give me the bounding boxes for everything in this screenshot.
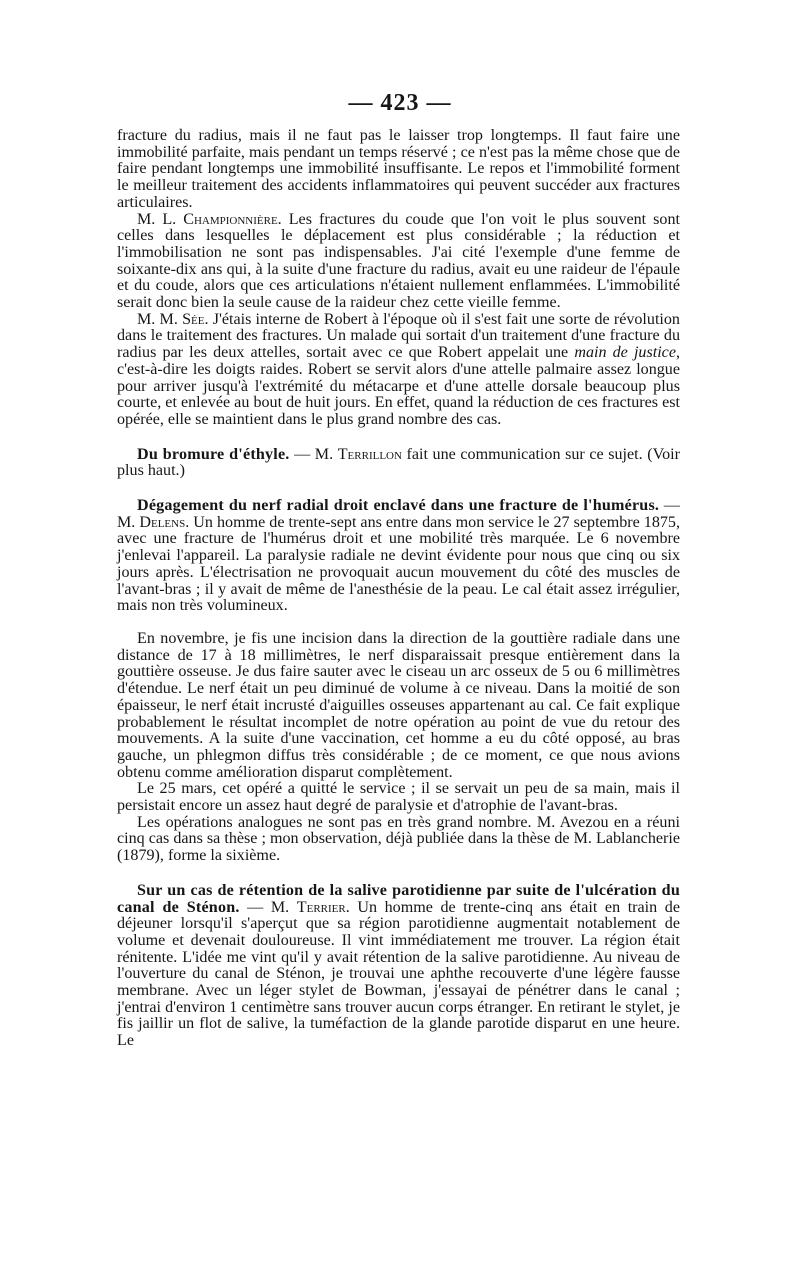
dash-separator: — M. [117, 497, 680, 531]
section-heading: Dégagement du nerf radial droit enclavé dans une fracture de l'humérus. [137, 497, 660, 515]
paragraph-text: Le 25 mars, cet opéré a quitté le service ; il se servait un peu de sa main, mais il persistait encore un assez haut degré de paralysie et d'atrophie de l'avant-bras. [117, 780, 680, 815]
section-bromure [117, 447, 680, 480]
section-heading: Sur un cas de rétention de la salive parotidienne par suite de l'ulcération du canal de Sténon. [117, 881, 680, 916]
paragraph-text: Les fractures du coude que l'on voit le plus souvent sont celles dans lesquelles le déplacement est plus considérable ; la réduction et l'immobilisation ne sont pas indispensables. J'ai cité l'exemple d'une femme de soixante-dix ans qui, à la suite d'une fracture du radius, avait eu une raideur de l'épaule et du coude, alors que ces articulations n'étaient nullement enflammées. L'immobilité serait donc bien la seule cause de la raideur chez cette vieille femme. [117, 210, 680, 312]
speaker-name: Championnière. [183, 210, 282, 228]
section-heading: Du bromure d'éthyle. [137, 445, 290, 463]
paragraph-text: fracture du radius, mais il ne faut pas le laisser trop longtemps. Il faut faire une immobilité parfaite, mais pendant un temps réservé ; ce n'est pas la même chose que de faire pendant longtemps une immobilité insuffisante. Le repos et l'immobilité forment le meilleur traitement des accidents inflammatoires qui peuvent succéder aux fractures articulaires. [117, 127, 680, 211]
paragraph-novembre [117, 631, 680, 781]
body-text [117, 128, 680, 1050]
speaker-prefix: M. L. [137, 210, 177, 228]
paragraph-text: Un homme de trente-cinq ans était en train de déjeuner lorsqu'il s'aperçut que sa région parotidienne augmentait notablement de volume et devenait douloureuse. Il vint immédiatement me trouver. La région était rénitente. L'idée me vint qu'il y avait rétention de la salive parotidienne. Au niveau de l'ouverture du canal de Sténon, je trouvai une aphthe recouverte d'une légère fausse membrane. Avec un léger stylet de Bowman, j'essayai de pénétrer dans le canal ; j'entrai d'environ 1 centimètre sans trouver aucun corps étranger. En retirant le stylet, je fis jaillir un flot de salive, la tuméfaction de la glande parotide disparut en une heure. Le [117, 898, 680, 1050]
paragraph-25-mars [117, 781, 680, 814]
paragraph-text: Les opérations analogues ne sont pas en très grand nombre. M. Avezou en a réuni cinq cas dans sa thèse ; mon observation, déjà publiée dans la thèse de M. Lablancherie (1879), forme la sixième. [117, 813, 680, 865]
speaker-name: Terrier. [296, 898, 350, 916]
paragraph-text: J'étais interne de Robert à l'époque où il s'est fait une sorte de révolution dans le traitement des fractures. Un malade qui sortait d'un traitement d'une fracture du radius par les deux attelles, sortait avec ce que Robert appelait une [117, 310, 680, 362]
paragraph-text: fait une communication sur ce sujet. (Voir plus haut.) [117, 445, 681, 480]
paragraph-text: , c'est-à-dire les doigts raides. Robert se servit alors d'une attelle palmaire assez longue pour arriver jusqu'à l'extrémité du métacarpe et d'une attelle dorsale beaucoup plus courte, et enlevée au bout de huit jours. En effet, quand la réduction de ces fractures est opérée, elle se maintient dans le plus grand nombre des cas. [117, 344, 680, 428]
paragraph-fracture-radius [117, 128, 680, 212]
dash-separator: — M. [239, 898, 297, 916]
paragraph-text: Un homme de trente-sept ans entre dans mon service le 27 septembre 1875, avec une fracture de l'humérus droit et une mobilité très marquée. Le 6 novembre j'enlevai l'appareil. La paralysie radiale ne devint évidente pour nous que cinq ou six jours après. L'électrisation ne provoquait aucun mouvement du côté des muscles de l'avant-bras ; il y avait de même de l'anesthésie de la peau. Le cal était assez irrégulier, mais non très volumineux. [117, 513, 681, 615]
paragraph-championniere [117, 212, 680, 312]
speaker-name: Terrillon [337, 445, 402, 463]
page-number: — 423 — [348, 90, 452, 116]
dash-separator: — M. [289, 445, 338, 463]
paragraph-operations-analogues [117, 815, 680, 865]
italic-phrase: main de justice [574, 344, 676, 362]
section-nerf-radial [117, 498, 680, 615]
speaker-prefix: M. M. [137, 310, 178, 328]
section-salive-parotidienne [117, 883, 680, 1050]
paragraph-see [117, 312, 680, 429]
paragraph-text: En novembre, je fis une incision dans la direction de la gouttière radiale dans une distance de 17 à 18 millimètres, le nerf disparaissait presque entièrement dans la gouttière osseuse. Je dus faire sauter avec le ciseau un arc osseux de 5 ou 6 millimètres d'étendue. Le nerf était un peu diminué de volume à ce niveau. Dans la moitié de son épaisseur, le nerf était incrusté d'aiguilles osseuses appartenant au cal. Ce fait explique probablement le résultat incomplet de notre opération au point de vue du retour des mouvements. A la suite d'une vaccination, cet homme a eu du côté opposé, au bras gauche, un phlegmon diffus très considérable ; de ce moment, ce que nous avions obtenu comme amélioration disparut complètement. [117, 629, 680, 781]
speaker-name: Delens. [139, 513, 190, 531]
speaker-name: Sée. [182, 310, 209, 328]
